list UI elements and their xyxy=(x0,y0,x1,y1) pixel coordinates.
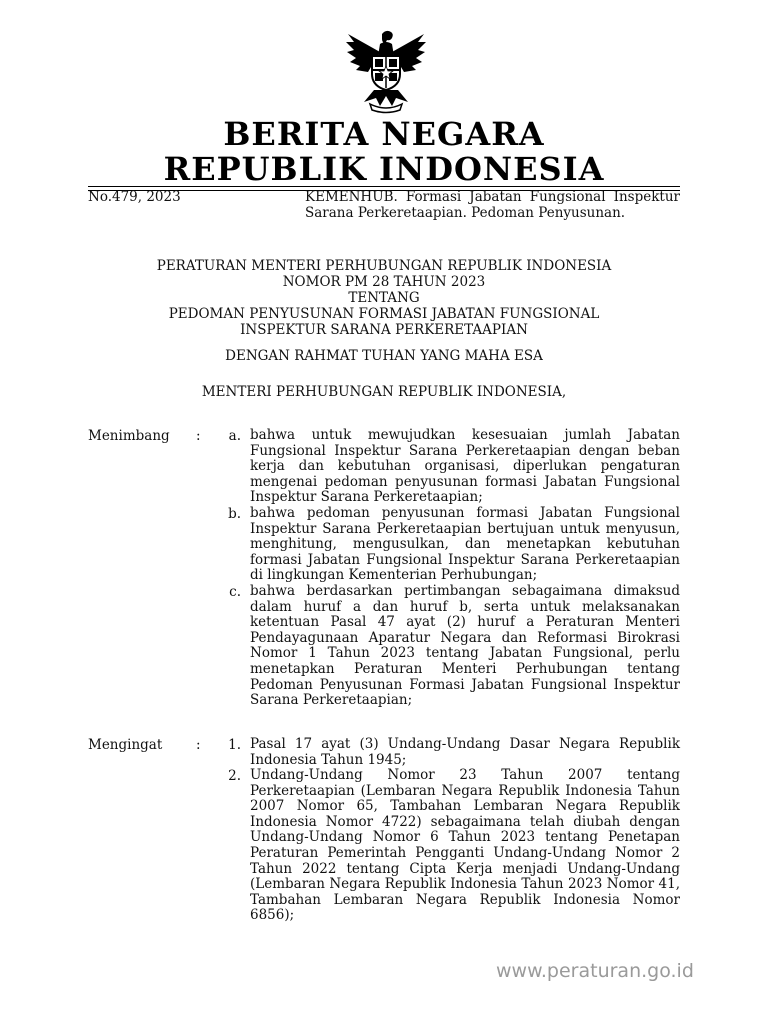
menimbang-label: Menimbang xyxy=(88,428,170,444)
mengingat-marker-1: 1. xyxy=(228,737,241,753)
menimbang-item-c: bahwa berdasarkan pertimbangan sebagaimana dimaksud dalam huruf a dan huruf b, serta untuk melaksanakan ketentuan Pasal 47 ayat (2) huruf a Peraturan Menteri Pendayagunaan Aparatur Negara dan Reformasi Birokrasi Nomor 1 Tahun 2023 tentang Jabatan Fungsional, perlu menetapkan Peraturan Menteri Perhubungan tentang Pedoman Penyusunan Formasi Jabatan Fungsional Inspektur Sarana Perkeretaapian; xyxy=(250,583,680,709)
masthead-subtitle: REPUBLIK INDONESIA xyxy=(163,150,605,188)
menimbang-item-a: bahwa untuk mewujudkan kesesuaian jumlah Jabatan Fungsional Inspektur Sarana Perkeretaapian dengan beban kerja dan kebutuhan organisasi, diperlukan pengaturan mengenai pedoman penyusunan formasi Jabatan Fungsional Inspektur Sarana Perkeretaapian; xyxy=(250,427,680,506)
regulation-line: PERATURAN MENTERI PERHUBUNGAN REPUBLIK INDONESIA xyxy=(156,258,612,274)
regulation-subject: PEDOMAN PENYUSUNAN FORMASI JABATAN FUNGSIONAL xyxy=(168,306,600,322)
menimbang-item-b: bahwa pedoman penyusunan formasi Jabatan Fungsional Inspektur Sarana Perkeretaapian bertujuan untuk menyusun, menghitung, mengusulkan, dan menetapkan kebutuhan formasi Jabatan Fungsional Inspektur Sarana Perkeretaapian di lingkungan Kementerian Perhubungan; xyxy=(250,505,680,584)
garuda-emblem-icon xyxy=(344,28,428,114)
minister-line: MENTERI PERHUBUNGAN REPUBLIK INDONESIA, xyxy=(201,384,567,400)
blessing-line: DENGAN RAHMAT TUHAN YANG MAHA ESA xyxy=(225,348,543,364)
menimbang-marker-a: a. xyxy=(228,428,241,444)
mengingat-item-1: Pasal 17 ayat (3) Undang-Undang Dasar Negara Republik Indonesia Tahun 1945; xyxy=(250,736,680,768)
menimbang-marker-c: c. xyxy=(229,584,241,600)
doc-number: No.479, 2023 xyxy=(88,189,181,205)
header-rule-top xyxy=(88,186,680,187)
mengingat-item-2: Undang-Undang Nomor 23 Tahun 2007 tentang Perkeretaapian (Lembaran Negara Republik Indonesia Tahun 2007 Nomor 65, Tambahan Lembaran Negara Republik Indonesia Nomor 4722) sebagaimana telah diubah dengan Undang-Undang Nomor 6 Tahun 2023 tentang Penetapan Peraturan Pemerintah Pengganti Undang-Undang Nomor 2 Tahun 2022 tentang Cipta Kerja menjadi Undang-Undang (Lembaran Negara Republik Indonesia Tahun 2023 Nomor 41, Tambahan Lembaran Negara Republik Indonesia Nomor 6856); xyxy=(250,767,680,924)
mengingat-colon: : xyxy=(196,737,201,753)
mengingat-label: Mengingat xyxy=(88,737,163,753)
menimbang-marker-b: b. xyxy=(228,506,241,522)
regulation-title xyxy=(88,258,680,338)
mengingat-marker-2: 2. xyxy=(228,768,241,784)
regulation-tentang: TENTANG xyxy=(348,290,420,306)
footer-url-link[interactable]: www.peraturan.go.id xyxy=(496,960,694,982)
menimbang-colon: : xyxy=(196,428,201,444)
regulation-number: NOMOR PM 28 TAHUN 2023 xyxy=(282,274,486,290)
masthead-title: BERITA NEGARA xyxy=(223,115,545,153)
doc-summary: KEMENHUB. Formasi Jabatan Fungsional Inspektur Sarana Perkeretaapian. Pedoman Penyusunan. xyxy=(305,189,680,221)
regulation-subject-cont: INSPEKTUR SARANA PERKERETAAPIAN xyxy=(240,322,528,338)
